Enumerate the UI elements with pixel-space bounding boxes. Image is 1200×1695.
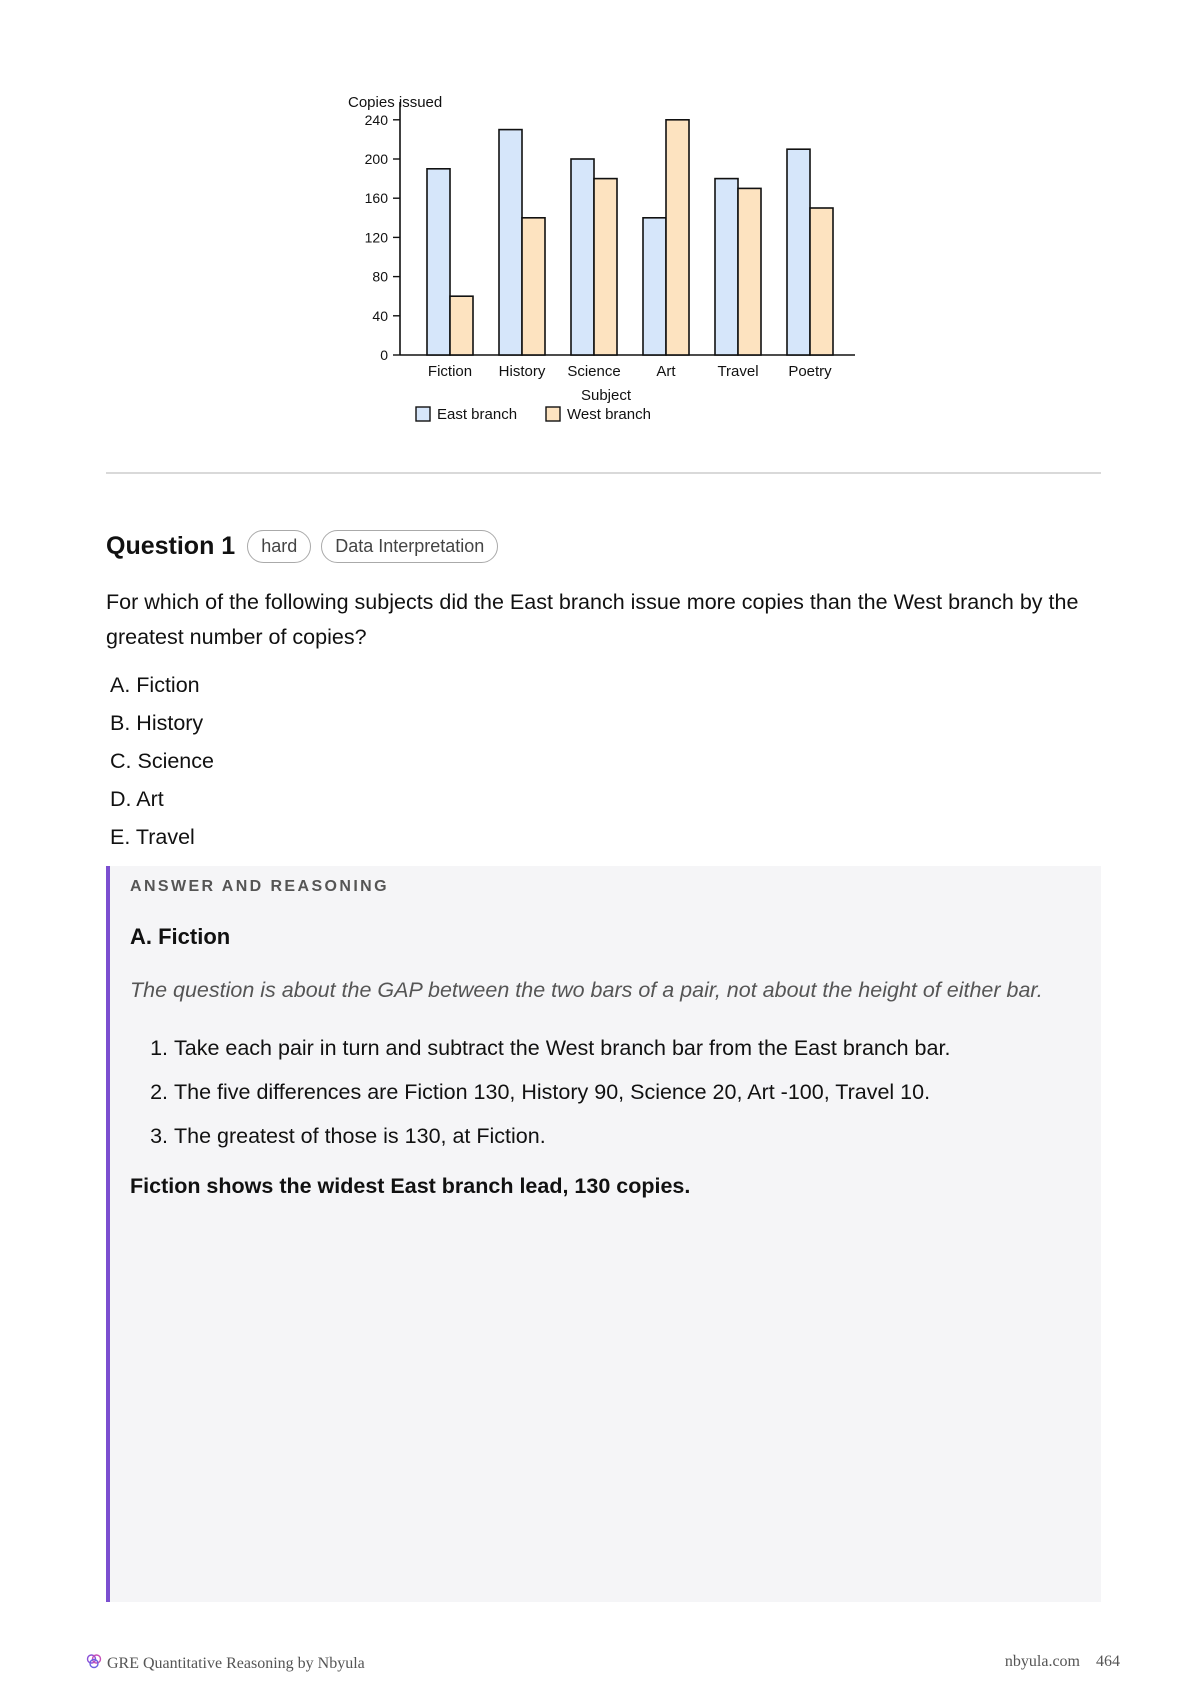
x-axis-label: Subject [580, 387, 632, 404]
bar-west [738, 188, 761, 355]
bar-east [787, 149, 810, 355]
y-tick-label: 80 [372, 268, 388, 285]
x-tick-label: Travel [717, 363, 759, 380]
option-a[interactable]: A. Fiction [110, 673, 200, 697]
nbyula-logo-icon [86, 1653, 102, 1674]
bar-east [643, 218, 666, 355]
answer-section-label: ANSWER AND REASONING [130, 878, 389, 895]
page-number: 464 [1096, 1653, 1120, 1670]
footer-title: GRE Quantitative Reasoning by Nbyula [107, 1654, 365, 1672]
y-tick-label: 240 [364, 111, 388, 128]
option-c[interactable]: C. Science [110, 749, 214, 773]
y-tick-label: 200 [364, 151, 388, 167]
legend-swatch [416, 407, 430, 421]
y-tick-label: 160 [364, 190, 388, 207]
question-header [106, 530, 498, 563]
reasoning-step [140, 1026, 950, 1070]
section-divider [106, 472, 1101, 474]
x-tick-label: Poetry [788, 363, 832, 380]
reasoning-steps [140, 1026, 950, 1158]
step-number: 1. [150, 1036, 168, 1060]
footer-brand [86, 1653, 365, 1674]
bar-east [427, 169, 450, 355]
option-e[interactable]: E. Travel [110, 825, 195, 849]
step-number: 3. [150, 1124, 168, 1148]
correct-answer: A. Fiction [130, 924, 231, 949]
answer-note: The question is about the GAP between the two bars of a pair, not about the height of either bar. [130, 978, 1043, 1002]
reasoning-step [140, 1114, 950, 1158]
bar-chart [330, 90, 870, 430]
y-axis-label: Copies issued [348, 94, 443, 111]
bar-east [715, 179, 738, 355]
legend-swatch [546, 407, 560, 421]
option-d[interactable]: D. Art [110, 787, 164, 811]
topic-tag: Data Interpretation [321, 530, 498, 563]
step-text: Take each pair in turn and subtract the West branch bar from the East branch bar. [174, 1036, 951, 1060]
footer-meta [1005, 1653, 1120, 1671]
bar-east [571, 159, 594, 355]
bar-east [499, 130, 522, 355]
step-text: The five differences are Fiction 130, History 90, Science 20, Art -100, Travel 10. [174, 1080, 931, 1104]
difficulty-tag: hard [247, 530, 311, 563]
x-tick-label: Science [567, 363, 621, 380]
step-number: 2. [150, 1080, 168, 1104]
step-text: The greatest of those is 130, at Fiction. [174, 1124, 546, 1148]
y-tick-label: 0 [380, 347, 388, 363]
y-tick-label: 120 [364, 229, 388, 246]
legend-label: East branch [437, 406, 518, 423]
answer-options [110, 666, 214, 856]
y-tick-label: 40 [372, 307, 388, 324]
bar-west [666, 120, 689, 355]
question-text: For which of the following subjects did the East branch issue more copies than the West branch by the greatest number of copies? [106, 590, 1079, 649]
legend-label: West branch [567, 406, 651, 423]
bar-west [450, 296, 473, 355]
reasoning-step [140, 1070, 950, 1114]
chart-svg [330, 90, 870, 430]
footer-site[interactable]: nbyula.com [1004, 1653, 1080, 1670]
bar-west [594, 179, 617, 355]
option-b[interactable]: B. History [110, 711, 204, 735]
bar-west [810, 208, 833, 355]
bar-west [522, 218, 545, 355]
answer-panel [106, 866, 1101, 1602]
x-tick-label: History [498, 363, 546, 380]
x-tick-label: Fiction [427, 363, 473, 380]
answer-summary: Fiction shows the widest East branch lead, 130 copies. [130, 1174, 691, 1198]
x-tick-label: Art [656, 363, 676, 380]
question-title: Question 1 [106, 532, 236, 560]
